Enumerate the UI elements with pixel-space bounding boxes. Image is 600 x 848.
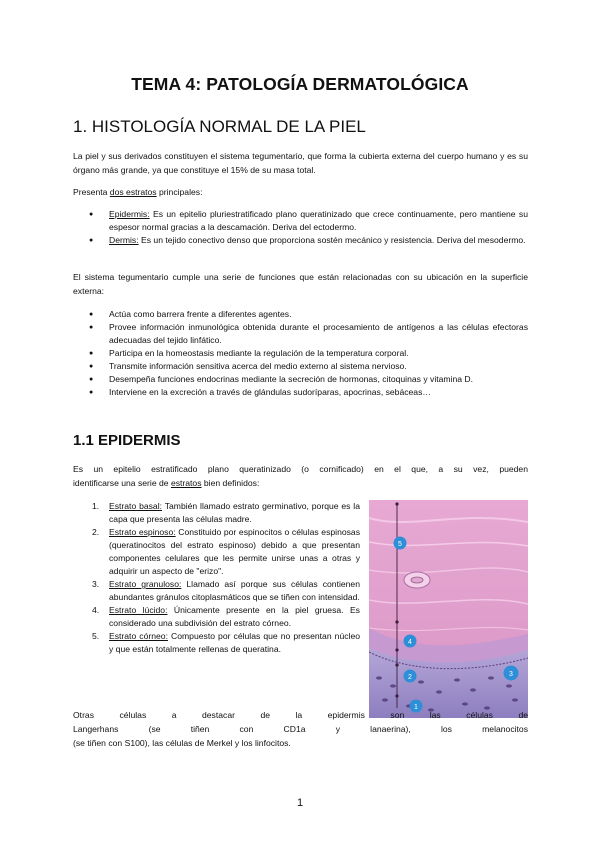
list-item: ● Desempeña funciones endocrinas mediante la secreción de hormonas, citoquinas y vitamina D. <box>84 373 528 386</box>
presenta-text: Presenta <box>73 187 110 197</box>
desc-epidermis: Es un epitelio pluriestratificado plano queratinizado que crece continuamente, pero mantiene su espesor normal gracias a la descamación. Deriva del ectodermo. <box>109 209 528 232</box>
svg-text:2: 2 <box>408 673 412 681</box>
term-dermis: Dermis: <box>109 235 139 245</box>
term-estrato-espinoso: Estrato espinoso: <box>109 527 176 537</box>
funciones-intro: El sistema tegumentario cumple una serie de funciones que están relacionadas con su ubicación en la superficie externa: <box>73 272 528 296</box>
desc-estrato-granuloso: Llamado así porque sus células contienen abundantes gránulos citoplasmáticos que se tiñen con intensidad. <box>109 579 360 602</box>
list-item: ● Actúa como barrera frente a diferentes agentes. <box>84 308 528 321</box>
section-heading-histologia: 1. HISTOLOGÍA NORMAL DE LA PIEL <box>73 117 366 136</box>
item-number: 3. <box>92 579 100 589</box>
otras-celulas-line3: (se tiñen con S100), las células de Merkel y los linfocitos. <box>73 738 291 748</box>
desc-estrato-lucido: Únicamente presente en la piel gruesa. Es considerado una subdivisión del estrato córneo. <box>109 605 360 628</box>
estratos-list <box>84 208 528 247</box>
intro-paragraph: La piel y sus derivados constituyen el sistema tegumentario, que forma la cubierta externa del cuerpo humano y es su órgano más grande, ya que constituye el 15% de su masa total. <box>73 151 528 175</box>
desc-dermis: Es un tejido conectivo denso que proporciona sostén mecánico y resistencia. Deriva del mesodermo. <box>138 235 526 245</box>
term-estrato-lucido: Estrato lúcido: <box>109 605 168 615</box>
dos-estratos-link: dos estratos <box>109 187 157 197</box>
list-item: ● Interviene en la excreción a través de glándulas sudoríparas, apocrinas, sebáceas… <box>84 386 528 399</box>
presenta-text-post: principales: <box>156 187 203 197</box>
desc-estrato-basal: También llamado estrato germinativo, porque es la capa que presenta las células madre. <box>109 501 360 524</box>
otras-celulas-line2: Langerhans (se tiñen con CD1a y lanaerina), los melanocitos <box>73 724 528 734</box>
term-estrato-granuloso: Estrato granuloso: <box>109 579 182 589</box>
list-item: ● Provee información inmunológica obtenida durante el procesamiento de antígenos a las células efectoras adecuadas del tejido linfático. <box>84 321 528 347</box>
subsection-heading-epidermis: 1.1 EPIDERMIS <box>73 432 181 449</box>
svg-text:5: 5 <box>398 540 402 548</box>
list-item-estrato-basal <box>92 500 360 526</box>
epidermis-intro-line2 <box>73 476 528 490</box>
figure-label-4 <box>404 635 417 648</box>
list-item-epidermis <box>84 208 528 234</box>
term-estrato-corneo: Estrato córneo: <box>109 631 168 641</box>
item-number: 5. <box>92 631 100 641</box>
figure-label-5 <box>394 537 407 550</box>
histology-figure <box>369 500 528 718</box>
figure-label-3 <box>504 666 519 681</box>
list-item-estrato-lucido <box>92 604 360 630</box>
funciones-list <box>84 308 528 399</box>
desc-estrato-corneo: Compuesto por células que no presentan núcleo y que están totalmente rellenas de queratina. <box>109 631 361 654</box>
page-number: 1 <box>296 797 304 809</box>
figure-label-2 <box>404 670 417 683</box>
list-item-estrato-corneo <box>92 630 360 656</box>
estratos-link: estratos <box>170 478 202 488</box>
list-item-estrato-espinoso <box>92 526 360 578</box>
term-epidermis: Epidermis: <box>109 209 150 219</box>
document-title: TEMA 4: PATOLOGÍA DERMATOLÓGICA <box>131 74 469 94</box>
intro-line2-post: bien definidos: <box>201 478 260 488</box>
term-estrato-basal: Estrato basal: <box>109 501 163 511</box>
otras-celulas-line1: Otras células a destacar de la epidermis son las células de <box>73 710 528 720</box>
svg-text:3: 3 <box>509 670 513 678</box>
list-item: ● Transmite información sensitiva acerca del medio externo al sistema nervioso. <box>84 360 528 373</box>
item-number: 2. <box>92 527 100 537</box>
desc-estrato-espinoso: Constituido por espinocitos o células espinosas (queratinocitos del estrato espinoso) debido a que presentan componentes celulares que les permite unirse unas a otras y adquirir un aspecto de "erizo". <box>109 527 360 576</box>
presenta-paragraph <box>73 185 528 199</box>
epidermis-estratos-list <box>92 500 360 656</box>
list-item-dermis <box>84 234 528 247</box>
svg-text:4: 4 <box>408 638 412 646</box>
skin-histology-image <box>369 500 528 718</box>
epidermis-intro-line1: Es un epitelio estratificado plano queratinizado (o cornificado) en el que, a su vez, pueden <box>73 464 528 474</box>
list-item-estrato-granuloso <box>92 578 360 604</box>
list-item: ● Participa en la homeostasis mediante la regulación de la temperatura corporal. <box>84 347 528 360</box>
item-number: 1. <box>92 501 100 511</box>
svg-text:1: 1 <box>414 703 418 711</box>
item-number: 4. <box>92 605 100 615</box>
intro-line2-text: identificarse una serie de <box>73 478 171 488</box>
